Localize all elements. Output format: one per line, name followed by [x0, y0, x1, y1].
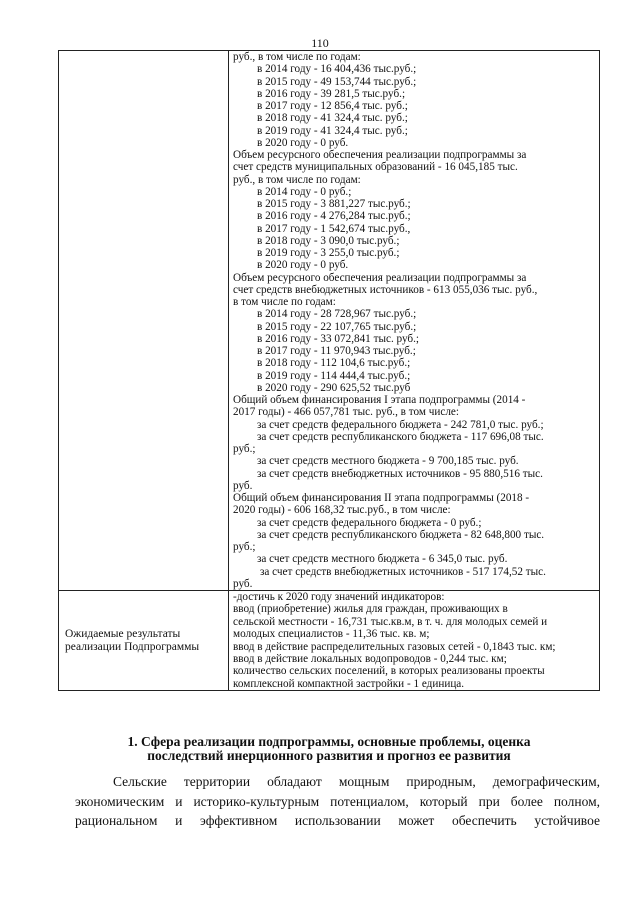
section-heading-line: последствий инерционного развития и прогноз ее развития	[147, 748, 511, 763]
financing-line: за счет средств республиканского бюджета - 82 648,800 тыс.	[257, 528, 545, 541]
financing-line: за счет средств местного бюджета - 6 345,0 тыс. руб.	[257, 553, 508, 566]
financing-line: за счет средств внебюджетных источников - 95 880,516 тыс.	[257, 467, 543, 480]
results-line: сельской местности - 16,731 тыс.кв.м, в т. ч. для молодых семей и	[233, 615, 548, 628]
financing-line: руб., в том числе по годам:	[233, 173, 361, 186]
financing-line: в 2017 году - 1 542,674 тыс.руб.,	[257, 222, 411, 235]
financing-line: за счет средств местного бюджета - 9 700,185 тыс. руб.	[257, 455, 519, 468]
results-row	[59, 591, 600, 691]
financing-line: в 2020 году - 0 руб.	[257, 136, 349, 149]
financing-line: руб.	[233, 577, 253, 590]
financing-line: в 2020 году - 290 625,52 тыс.руб	[257, 381, 411, 394]
results-line: ввод в действие локальных водопроводов - 0,244 тыс. км;	[233, 653, 507, 666]
financing-line: в 2018 году - 3 090,0 тыс.руб.;	[257, 234, 400, 247]
financing-line: 2017 годы) - 466 057,781 тыс. руб., в том числе:	[233, 406, 459, 419]
financing-line: Объем ресурсного обеспечения реализации подпрограммы за	[233, 271, 527, 284]
results-line: количество сельских поселений, в которых реализованы проекты	[233, 665, 545, 678]
financing-line: в 2019 году - 3 255,0 тыс.руб.;	[257, 247, 400, 259]
financing-row	[59, 51, 600, 591]
financing-line: руб., в том числе по годам:	[233, 51, 361, 63]
financing-line: 2020 годы) - 606 168,32 тыс.руб., в том числе:	[233, 504, 451, 517]
section-paragraph	[75, 772, 600, 831]
results-line: комплексной компактной застройки - 1 единица.	[233, 677, 465, 690]
financing-line: Объем ресурсного обеспечения реализации подпрограммы за	[233, 149, 527, 161]
financing-line: в 2017 году - 11 970,943 тыс.руб.;	[257, 345, 416, 357]
financing-line: за счет средств федерального бюджета - 242 781,0 тыс. руб.;	[257, 418, 544, 431]
results-cell	[229, 591, 600, 691]
financing-line: в 2016 году - 4 276,284 тыс.руб.;	[257, 210, 411, 223]
financing-line: руб.;	[233, 541, 256, 553]
financing-line: руб.	[233, 479, 253, 492]
paragraph-line: Сельские территории обладают мощным природным, демографическим,	[113, 774, 600, 789]
financing-label-cell	[59, 51, 229, 591]
results-label-line: реализации Подпрограммы	[65, 640, 200, 653]
financing-line: в 2019 году - 41 324,4 тыс. руб.;	[257, 124, 408, 137]
financing-line: руб.;	[233, 443, 256, 455]
financing-cell	[229, 51, 600, 591]
financing-line: Общий объем финансирования II этапа подпрограммы (2018 -	[233, 492, 530, 504]
financing-line: в 2018 году - 41 324,4 тыс. руб.;	[257, 112, 408, 125]
section-heading-line: 1. Сфера реализации подпрограммы, основные проблемы, оценка	[127, 734, 531, 749]
financing-line: за счет средств федерального бюджета - 0 руб.;	[257, 516, 482, 529]
financing-line: в 2020 году - 0 руб.	[257, 259, 349, 272]
financing-line: в 2016 году - 33 072,841 тыс. руб.;	[257, 332, 420, 345]
paragraph-line: рациональном и эффективном использовании может обеспечить устойчивое	[75, 813, 600, 828]
financing-line: за счет средств внебюджетных источников - 517 174,52 тыс.	[260, 565, 546, 578]
financing-line: в 2014 году - 28 728,967 тыс.руб.;	[257, 308, 417, 321]
page-number: 110	[311, 36, 329, 50]
financing-line: в 2014 году - 16 404,436 тыс.руб.;	[257, 63, 417, 76]
financing-line: Общий объем финансирования I этапа подпрограммы (2014 -	[233, 394, 526, 406]
financing-line: в 2014 году - 0 руб.;	[257, 185, 352, 198]
financing-line: в 2019 году - 114 444,4 тыс.руб.;	[257, 369, 411, 382]
financing-line: счет средств внебюджетных источников - 613 055,036 тыс. руб.,	[233, 283, 538, 296]
financing-line: в 2015 году - 49 153,744 тыс.руб.;	[257, 75, 417, 88]
results-label-cell	[59, 591, 229, 691]
financing-line: в 2015 году - 22 107,765 тыс.руб.;	[257, 320, 417, 333]
financing-line: в 2015 году - 3 881,227 тыс.руб.;	[257, 198, 411, 210]
financing-line: в 2018 году - 112 104,6 тыс.руб.;	[257, 357, 411, 370]
results-line: ввод (приобретение) жилья для граждан, проживающих в	[233, 603, 508, 616]
section-heading	[58, 735, 600, 763]
financing-line: в 2017 году - 12 856,4 тыс. руб.;	[257, 100, 408, 112]
financing-line: в 2016 году - 39 281,5 тыс.руб.;	[257, 87, 406, 100]
results-label-line: Ожидаемые результаты	[65, 627, 181, 640]
financing-line: в том числе по годам:	[233, 296, 336, 308]
paragraph-line: экономическим и историко-культурным потенциалом, который при более полном,	[75, 793, 600, 809]
results-line: молодых специалистов - 11,36 тыс. кв. м;	[233, 628, 430, 641]
results-line: -достичь к 2020 году значений индикаторов:	[233, 591, 445, 603]
financing-line: счет средств муниципальных образований - 16 045,185 тыс.	[233, 161, 518, 174]
financing-line: за счет средств республиканского бюджета - 117 696,08 тыс.	[257, 430, 544, 443]
subprogram-passport-table	[58, 50, 600, 691]
results-line: ввод в действие распределительных газовых сетей - 0,1843 тыс. км;	[233, 640, 556, 653]
